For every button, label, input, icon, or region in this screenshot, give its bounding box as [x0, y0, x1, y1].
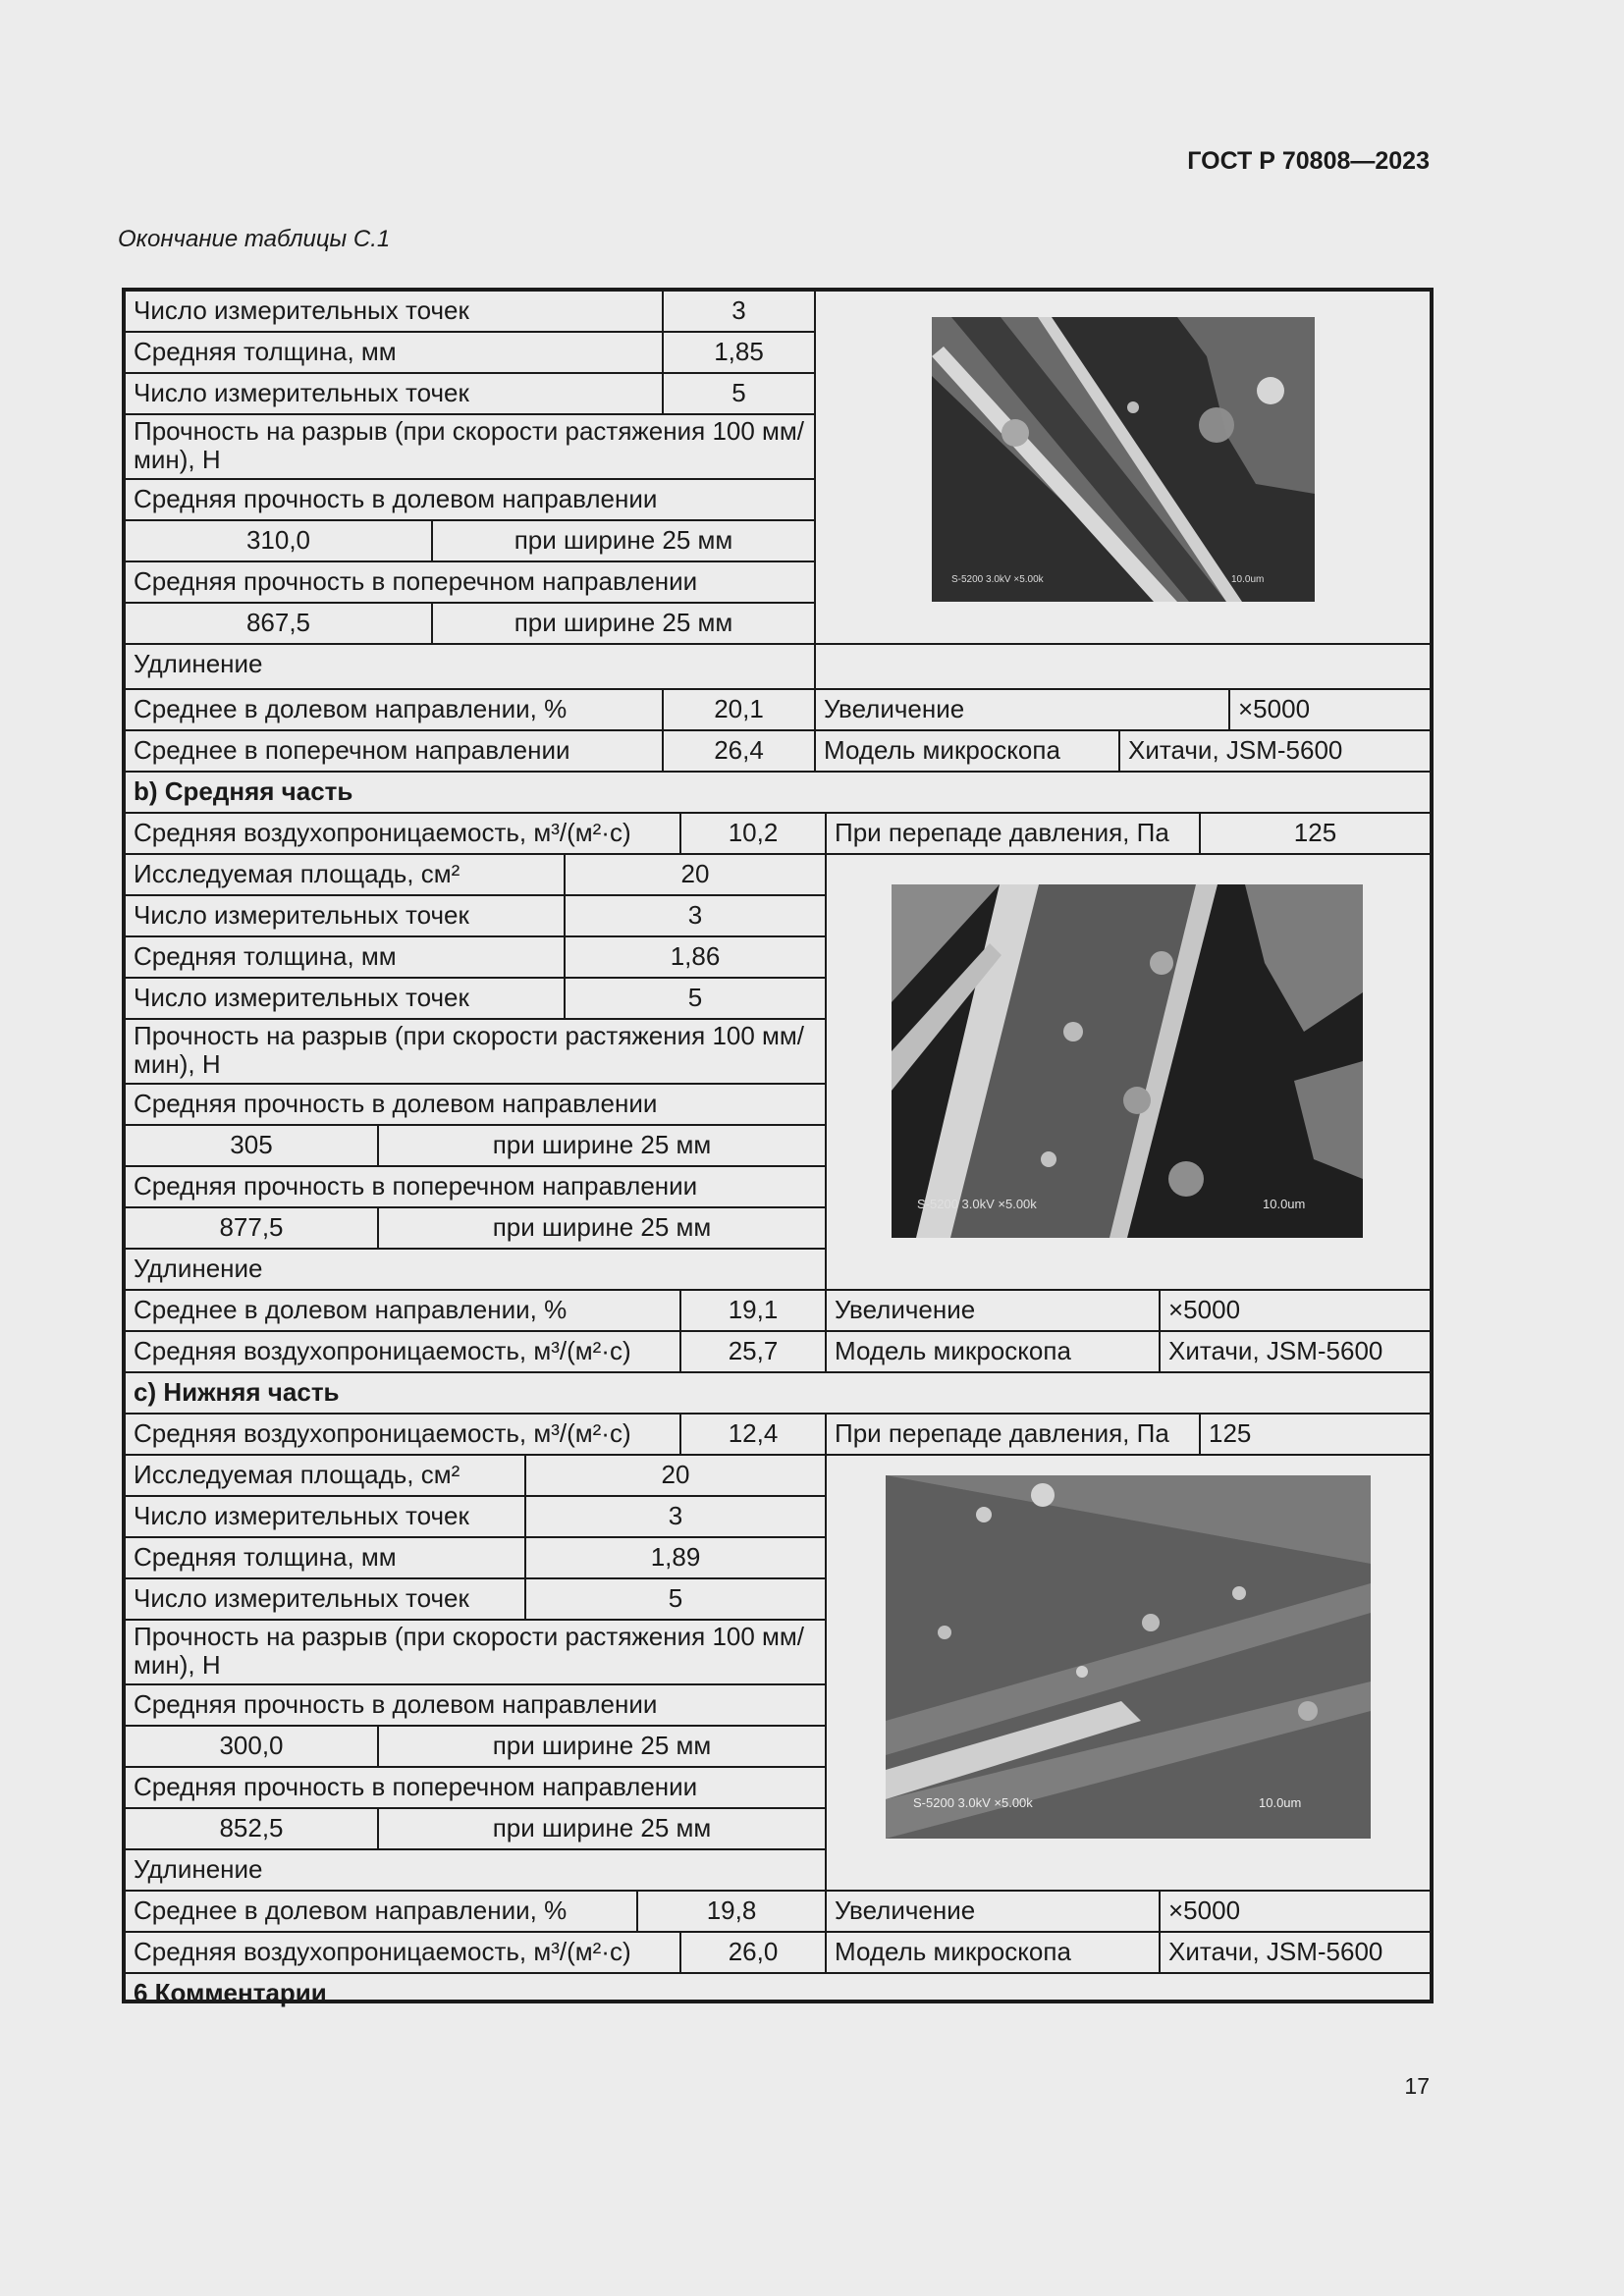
section-c-title: c) Нижняя часть [126, 1373, 1430, 1415]
c-points1-label: Число измерительных точек [126, 1497, 526, 1538]
photo-b-scale: 10.0um [1263, 1197, 1306, 1211]
b-points1-label: Число измерительных точек [126, 896, 566, 937]
c-long-strength-label: Средняя прочность в долевом направлении [126, 1685, 827, 1727]
c-strength-label: Прочность на разрыв (при скорости растяжения 100 мм/мин), Н [126, 1621, 827, 1685]
b-points1-value: 3 [566, 896, 827, 937]
section-b-title: b) Средняя часть [126, 773, 1430, 814]
b-pressure-value: 125 [1201, 814, 1430, 855]
b-elongation-label: Удлинение [126, 1250, 827, 1291]
results-table [122, 288, 1434, 2007]
b-last-air-label: Средняя воздухопроницаемость, м³/(м²·с) [126, 1332, 681, 1373]
long-strength-width: при ширине 25 мм [433, 521, 816, 562]
photo-a-caption: S-5200 3.0kV ×5.00k [951, 574, 1044, 585]
c-elongation-label: Удлинение [126, 1850, 827, 1892]
c-long-strength-width: при ширине 25 мм [379, 1727, 827, 1768]
page-number: 17 [1404, 2073, 1430, 2099]
empty-cell-a [816, 645, 1430, 690]
magnification-value: ×5000 [1230, 690, 1430, 731]
c-points1-value: 3 [526, 1497, 827, 1538]
microscope-value: Хитачи, JSM-5600 [1120, 731, 1430, 773]
c-points2-label: Число измерительных точек [126, 1579, 526, 1621]
b-elong-long-value: 19,1 [681, 1291, 827, 1332]
c-magnification-label: Увеличение [827, 1892, 1161, 1933]
standard-number: ГОСТ Р 70808—2023 [1187, 147, 1430, 175]
c-trans-strength-label: Средняя прочность в поперечном направлении [126, 1768, 827, 1809]
c-area-label: Исследуемая площадь, см² [126, 1456, 526, 1497]
b-thickness-label: Средняя толщина, мм [126, 937, 566, 979]
b-long-strength-width: при ширине 25 мм [379, 1126, 827, 1167]
b-air-value: 10,2 [681, 814, 827, 855]
c-trans-strength-width: при ширине 25 мм [379, 1809, 827, 1850]
points2-value: 5 [664, 374, 816, 415]
trans-strength-value: 867,5 [126, 604, 433, 645]
comments-title: 6 Комментарии [134, 1978, 327, 2007]
trans-strength-label: Средняя прочность в поперечном направлении [126, 562, 816, 604]
c-last-air-value: 26,0 [681, 1933, 827, 1974]
b-long-strength-value: 305 [126, 1126, 379, 1167]
b-elong-long-label: Среднее в долевом направлении, % [126, 1291, 681, 1332]
points1-label: Число измерительных точек [126, 292, 664, 333]
b-last-air-value: 25,7 [681, 1332, 827, 1373]
b-points2-label: Число измерительных точек [126, 979, 566, 1020]
elong-trans-label: Среднее в поперечном направлении [126, 731, 664, 773]
b-thickness-value: 1,86 [566, 937, 827, 979]
sem-photo-a [932, 317, 1315, 602]
elong-long-value: 20,1 [664, 690, 816, 731]
c-trans-strength-value: 852,5 [126, 1809, 379, 1850]
b-microscope-value: Хитачи, JSM-5600 [1161, 1332, 1430, 1373]
b-microscope-label: Модель микроскопа [827, 1332, 1161, 1373]
elongation-label: Удлинение [126, 645, 816, 690]
photo-b-caption: S-5200 3.0kV ×5.00k [917, 1197, 1037, 1211]
c-pressure-value: 125 [1201, 1415, 1430, 1456]
elong-trans-value: 26,4 [664, 731, 816, 773]
elong-long-label: Среднее в долевом направлении, % [126, 690, 664, 731]
c-magnification-value: ×5000 [1161, 1892, 1430, 1933]
sem-photo-b [892, 884, 1363, 1238]
b-area-value: 20 [566, 855, 827, 896]
c-thickness-value: 1,89 [526, 1538, 827, 1579]
c-elong-long-value: 19,8 [638, 1892, 827, 1933]
c-long-strength-value: 300,0 [126, 1727, 379, 1768]
sem-photo-c [886, 1475, 1371, 1839]
b-magnification-value: ×5000 [1161, 1291, 1430, 1332]
b-magnification-label: Увеличение [827, 1291, 1161, 1332]
points2-label: Число измерительных точек [126, 374, 664, 415]
c-area-value: 20 [526, 1456, 827, 1497]
photo-c-caption: S-5200 3.0kV ×5.00k [913, 1795, 1033, 1810]
b-area-label: Исследуемая площадь, см² [126, 855, 566, 896]
c-microscope-label: Модель микроскопа [827, 1933, 1161, 1974]
points1-value: 3 [664, 292, 816, 333]
b-trans-strength-value: 877,5 [126, 1208, 379, 1250]
b-strength-label: Прочность на разрыв (при скорости растяжения 100 мм/мин), Н [126, 1020, 827, 1085]
photo-a-scale: 10.0um [1231, 574, 1265, 585]
thickness-label: Средняя толщина, мм [126, 333, 664, 374]
c-points2-value: 5 [526, 1579, 827, 1621]
c-last-air-label: Средняя воздухопроницаемость, м³/(м²·с) [126, 1933, 681, 1974]
b-long-strength-label: Средняя прочность в долевом направлении [126, 1085, 827, 1126]
trans-strength-width: при ширине 25 мм [433, 604, 816, 645]
b-trans-strength-label: Средняя прочность в поперечном направлении [126, 1167, 827, 1208]
c-elong-long-label: Среднее в долевом направлении, % [126, 1892, 638, 1933]
photo-c-scale: 10.0um [1259, 1795, 1302, 1810]
b-points2-value: 5 [566, 979, 827, 1020]
c-air-label: Средняя воздухопроницаемость, м³/(м²·с) [126, 1415, 681, 1456]
strength-label: Прочность на разрыв (при скорости растяжения 100 мм/мин), Н [126, 415, 816, 480]
b-trans-strength-width: при ширине 25 мм [379, 1208, 827, 1250]
b-pressure-label: При перепаде давления, Па [827, 814, 1201, 855]
c-pressure-label: При перепаде давления, Па [827, 1415, 1201, 1456]
long-strength-value: 310,0 [126, 521, 433, 562]
long-strength-label: Средняя прочность в долевом направлении [126, 480, 816, 521]
c-air-value: 12,4 [681, 1415, 827, 1456]
c-microscope-value: Хитачи, JSM-5600 [1161, 1933, 1430, 1974]
thickness-value: 1,85 [664, 333, 816, 374]
magnification-label: Увеличение [816, 690, 1230, 731]
microscope-label: Модель микроскопа [816, 731, 1120, 773]
table-caption: Окончание таблицы С.1 [118, 226, 391, 252]
c-thickness-label: Средняя толщина, мм [126, 1538, 526, 1579]
b-air-label: Средняя воздухопроницаемость, м³/(м²·с) [126, 814, 681, 855]
